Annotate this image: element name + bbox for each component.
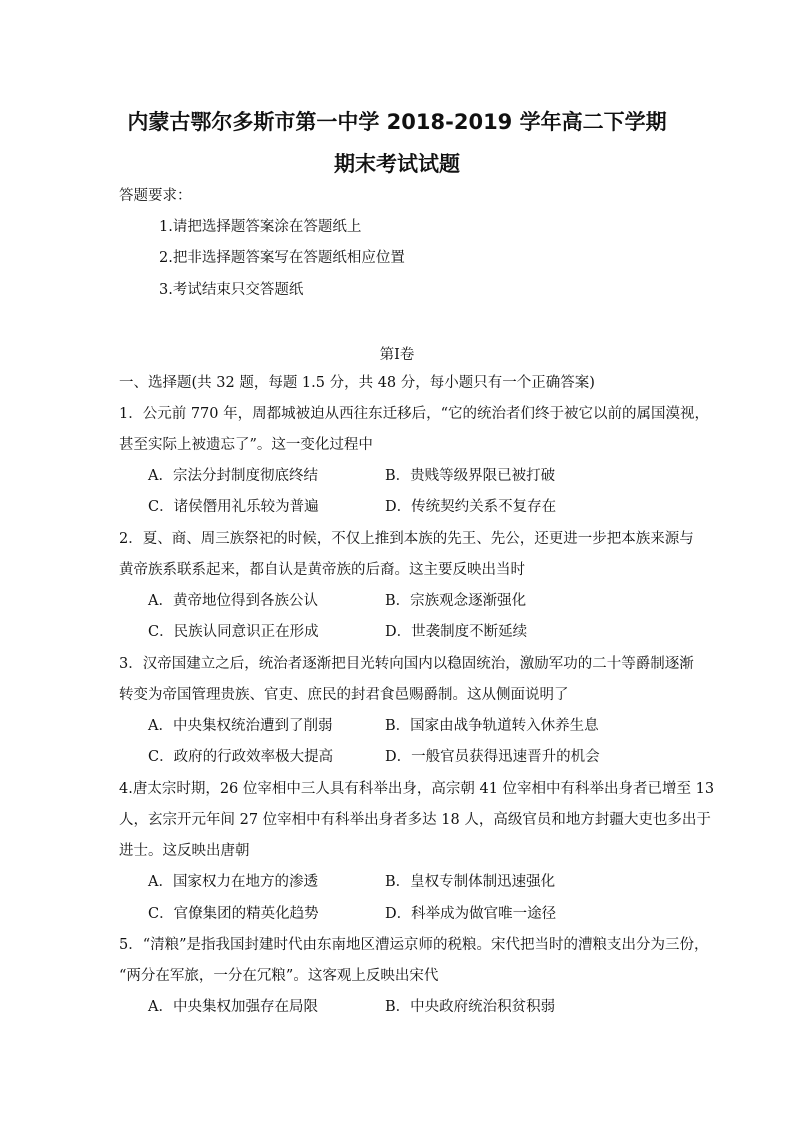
question-1-option-b: B．贵贱等级界限已被打破: [385, 468, 556, 484]
question-3-option-d: D．一般官员获得迅速晋升的机会: [385, 749, 600, 765]
requirement-item: 1.请把选择题答案涂在答题纸上: [159, 219, 362, 235]
question-4-line: 人，玄宗开元年间 27 位宰相中有科举出身者多达 18 人，高级官员和地方封疆大吏也多出于: [119, 812, 711, 828]
question-2-option-b: B．宗族观念逐渐强化: [385, 593, 527, 609]
question-5-option-b: B．中央政府统治积贫积弱: [385, 999, 556, 1015]
question-3-option-b: B．国家由战争轨道转入休养生息: [385, 718, 599, 734]
question-4-option-d: D．科举成为做官唯一途径: [385, 906, 557, 922]
question-2-option-c: C．民族认同意识正在形成: [148, 624, 319, 640]
question-2-option-a: A．黄帝地位得到各族公认: [148, 593, 318, 609]
question-5-line: “两分在军旅，一分在冗粮”。这客观上反映出宋代: [119, 968, 439, 984]
question-1-option-a: A．宗法分封制度彻底终结: [148, 468, 318, 484]
question-3-option-c: C．政府的行政效率极大提高: [148, 749, 334, 765]
requirement-item: 3.考试结束只交答题纸: [159, 282, 304, 298]
requirement-item: 2.把非选择题答案写在答题纸相应位置: [159, 250, 405, 266]
question-4-option-b: B．皇权专制体制迅速强化: [385, 874, 556, 890]
question-2-line: 黄帝族系联系起来，都自认是黄帝族的后裔。这主要反映出当时: [119, 562, 525, 578]
question-4-option-c: C．官僚集团的精英化趋势: [148, 906, 319, 922]
question-1-line: 1．公元前 770 年，周都城被迫从西往东迁移后，“它的统治者们终于被它以前的属国漠视，: [119, 406, 710, 422]
question-4-option-a: A．国家权力在地方的渗透: [148, 874, 318, 890]
exam-title: 内蒙古鄂尔多斯市第一中学 2018-2019 学年高二下学期: [127, 110, 667, 134]
question-2-line: 2．夏、商、周三族祭祀的时候，不仅上推到本族的先王、先公，还更进一步把本族来源与: [119, 531, 694, 547]
question-1-line: 甚至实际上被遗忘了”。这一变化过程中: [119, 437, 373, 453]
question-1-option-c: C．诸侯僭用礼乐较为普遍: [148, 499, 319, 515]
question-5-option-a: A．中央集权加强存在局限: [148, 999, 318, 1015]
section-heading: 一、选择题(共 32 题，每题 1.5 分，共 48 分，每小题只有一个正确答案): [119, 375, 595, 391]
question-1-option-d: D．传统契约关系不复存在: [385, 499, 557, 515]
question-3-line: 3．汉帝国建立之后，统治者逐渐把目光转向国内以稳固统治，激励军功的二十等爵制逐渐: [119, 656, 694, 672]
volume-label: 第Ⅰ卷: [379, 347, 415, 363]
question-4-line: 4.唐太宗时期，26 位宰相中三人具有科举出身，高宗朝 41 位宰相中有科举出身者已增至 13: [119, 781, 715, 797]
question-2-option-d: D．世袭制度不断延续: [385, 624, 528, 640]
requirements-heading: 答题要求：: [119, 188, 192, 204]
exam-subtitle: 期末考试试题: [334, 152, 460, 176]
question-5-line: 5．“清粮”是指我国封建时代由东南地区漕运京师的税粮。宋代把当时的漕粮支出分为三份，: [119, 937, 709, 953]
question-3-line: 转变为帝国管理贵族、官吏、庶民的封君食邑赐爵制。这从侧面说明了: [119, 687, 569, 703]
question-3-option-a: A．中央集权统治遭到了削弱: [148, 718, 333, 734]
question-4-line: 进士。这反映出唐朝: [119, 843, 250, 859]
